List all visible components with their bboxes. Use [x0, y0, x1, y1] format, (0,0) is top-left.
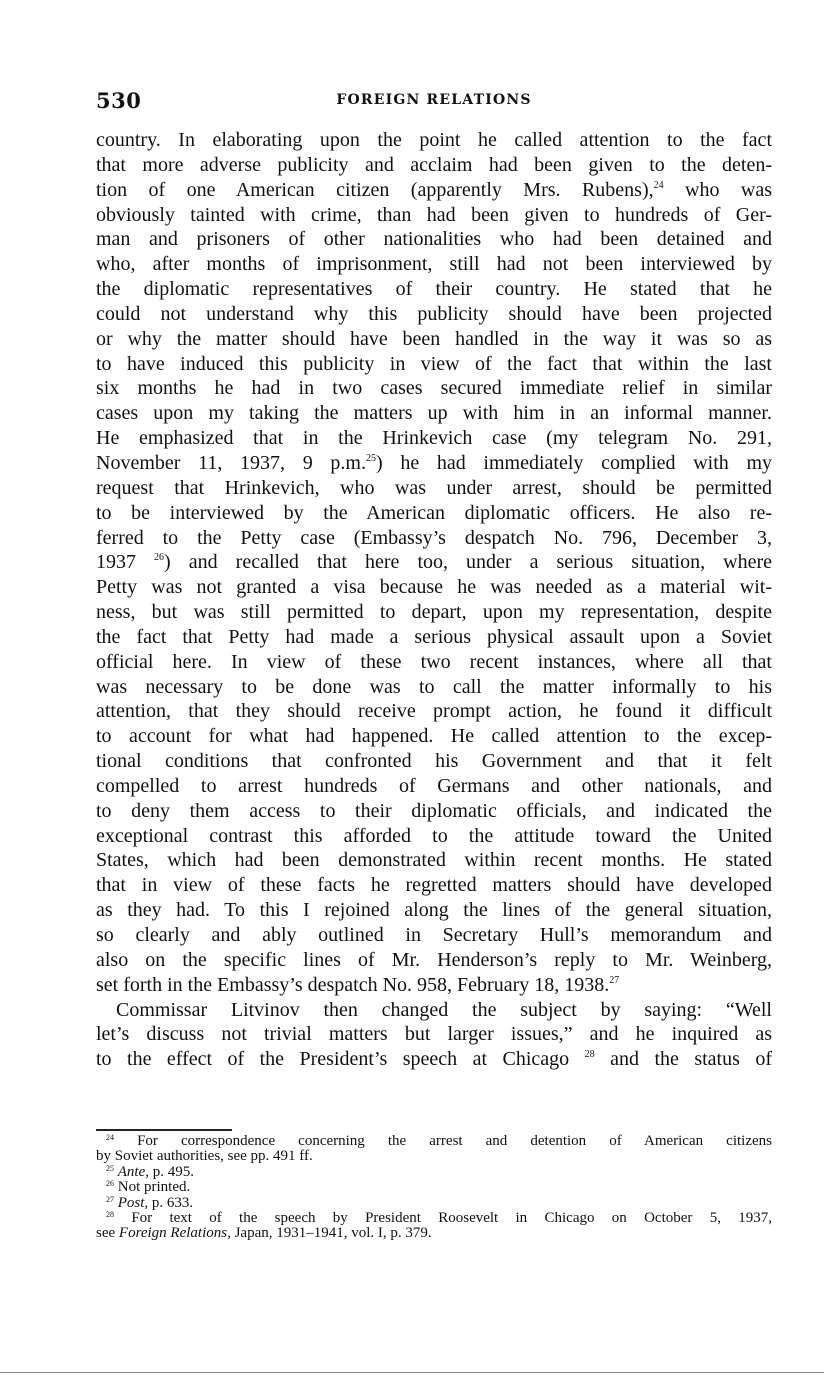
footnote-text: Japan, 1931–1941, vol. I, p. 379.: [234, 1225, 432, 1242]
text-line: compelled to arrest hundreds of Germans and other nationals, and: [96, 774, 772, 797]
text-segment: ) he had immediately complied with my: [375, 451, 772, 474]
footnote-28-continued: [96, 1226, 772, 1241]
footnote-number: 27: [106, 1194, 114, 1204]
footnote-marker: 25: [365, 452, 376, 464]
text-segment: set forth in the Embassy’s despatch No. 958, February 18, 1938.: [96, 973, 610, 996]
footnote-28: [96, 1211, 772, 1226]
text-line: to deny them access to their diplomatic officials, and indicated the: [96, 799, 772, 822]
page-header: [96, 88, 772, 118]
text-line: Commissar Litvinov then changed the subject by saying: “Well: [116, 998, 772, 1021]
text-line: to have induced this publicity in view of the fact that within the last: [96, 352, 772, 375]
footnote-number: 26: [106, 1179, 114, 1189]
text-line: as they had. To this I rejoined along the lines of the general situation,: [96, 899, 772, 922]
text-line: request that Hrinkevich, who was under arrest, should be permitted: [96, 476, 772, 499]
text-line: so clearly and ably outlined in Secretary Hull’s memorandum and: [96, 924, 772, 946]
text-segment: 1937: [96, 551, 136, 574]
text-line: the fact that Petty had made a serious physical assault upon a Soviet: [96, 625, 772, 648]
footnote-24-continued: by Soviet authorities, see pp. 491 ff.: [96, 1148, 313, 1165]
text-line: the diplomatic representatives of their country. He stated that he: [96, 278, 772, 301]
text-line: tional conditions that confronted his Government and that it felt: [96, 750, 772, 773]
text-segment: who was: [685, 178, 772, 201]
footnote-text: Not printed.: [117, 1179, 191, 1196]
text-segment: November 11, 1937, 9 p.m.: [96, 451, 366, 474]
text-segment: tion of one American citizen (apparently Mrs. Rubens),: [96, 178, 654, 201]
footnote-marker: 27: [609, 974, 620, 986]
text-line: let’s discuss not trivial matters but larger issues,” and he inquired as: [96, 1023, 772, 1046]
text-line: obviously tainted with crime, than had been given to hundreds of Ger-: [96, 203, 772, 226]
footnote-text: p. 633.: [151, 1194, 194, 1211]
text-line: [96, 550, 772, 575]
footnote-25: [96, 1165, 772, 1180]
page-number: 530: [96, 88, 142, 113]
footnote-italic: Post,: [117, 1194, 149, 1211]
text-line: [96, 178, 772, 203]
footnotes: [96, 1134, 772, 1242]
text-segment: to the effect of the President’s speech at Chicago: [96, 1048, 570, 1071]
text-line: [96, 973, 772, 998]
text-line: cases upon my taking the matters up with him in an informal manner.: [96, 402, 772, 425]
text-line: [96, 451, 772, 476]
footnote-27: [96, 1196, 772, 1211]
footnote-marker: 28: [584, 1049, 595, 1061]
footnote-text: For correspondence concerning the arrest and detention of American citizens: [137, 1133, 772, 1149]
text-line: to account for what had happened. He called attention to the excep-: [96, 725, 772, 748]
footnote-number: 25: [106, 1163, 114, 1173]
running-head: FOREIGN RELATIONS: [336, 92, 532, 108]
text-line: or why the matter should have been handled in the way it was so as: [96, 327, 772, 350]
text-line: six months he had in two cases secured immediate relief in similar: [96, 377, 772, 400]
footnote-26: [96, 1180, 772, 1195]
footnote-text: see: [96, 1225, 116, 1242]
text-line: that more adverse publicity and acclaim had been given to the deten-: [96, 153, 772, 176]
text-line: ness, but was still permitted to depart, upon my representation, despite: [96, 601, 772, 624]
footnote-italic: Foreign Relations,: [118, 1225, 231, 1242]
footnote-text: For text of the speech by President Roosevelt in Chicago on October 5, 1937,: [131, 1209, 773, 1226]
text-line: official here. In view of these two recent instances, where all that: [96, 650, 772, 673]
text-line: that in view of these facts he regretted matters should have developed: [96, 874, 772, 897]
footnote-number: 24: [106, 1133, 114, 1142]
text-line: He emphasized that in the Hrinkevich case (my telegram No. 291,: [96, 427, 772, 450]
text-line: ferred to the Petty case (Embassy’s despatch No. 796, December 3,: [96, 526, 772, 549]
text-line: who, after months of imprisonment, still had not been interviewed by: [96, 253, 772, 276]
text-line: [96, 1047, 772, 1072]
text-line: to be interviewed by the American diplomatic officers. He also re-: [96, 501, 772, 524]
text-segment: and the status of: [610, 1048, 773, 1071]
footnote-marker: 24: [653, 179, 664, 191]
text-line: could not understand why this publicity should have been projected: [96, 302, 772, 325]
text-line: country. In elaborating upon the point he called attention to the fact: [96, 129, 772, 151]
footnote-rule: [96, 1129, 232, 1131]
text-line: exceptional contrast this afforded to the attitude toward the United: [96, 824, 772, 847]
footnote-number: 28: [106, 1209, 114, 1219]
text-line: man and prisoners of other nationalities who had been detained and: [96, 228, 772, 251]
text-line: States, which had been demonstrated within recent months. He stated: [96, 849, 772, 872]
text-line: Petty was not granted a visa because he was needed as a material wit-: [96, 576, 772, 599]
text-line: also on the specific lines of Mr. Henderson’s reply to Mr. Weinberg,: [96, 948, 772, 971]
body-text: [96, 128, 772, 1072]
footnote-italic: Ante,: [117, 1163, 149, 1180]
text-line: attention, that they should receive prompt action, he found it difficult: [96, 700, 772, 723]
text-line: was necessary to be done was to call the matter informally to his: [96, 675, 772, 698]
footnote-text: p. 495.: [152, 1163, 194, 1180]
text-segment: ) and recalled that here too, under a serious situation, where: [164, 551, 772, 574]
footnote-24: [96, 1134, 772, 1149]
page-bottom-rule: [0, 1372, 824, 1373]
footnote-marker: 26: [154, 552, 165, 564]
